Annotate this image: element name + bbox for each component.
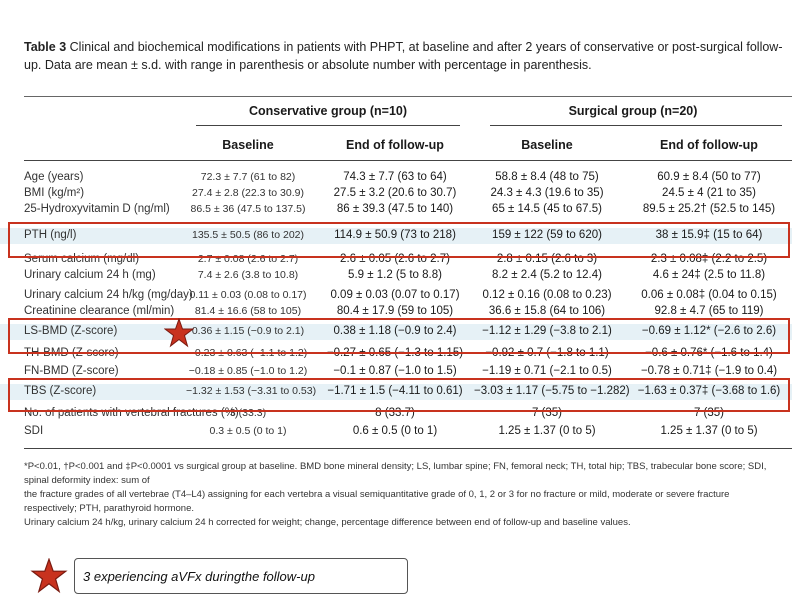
- annotation-note-text: 3 experiencing aVFx duringthe follow-up: [83, 569, 315, 584]
- cell: 65 ± 14.5 (45 to 67.5): [492, 203, 602, 215]
- row-label: FN-BMD (Z-score): [24, 365, 119, 377]
- row-label: LS-BMD (Z-score): [24, 325, 118, 337]
- cell: −0.27 ± 0.65 (−1.3 to 1.15): [326, 347, 464, 359]
- row-label: BMI (kg/m²): [24, 187, 85, 199]
- row-label: Urinary calcium 24 h (mg): [24, 269, 156, 281]
- header-rule: [24, 160, 792, 161]
- row-label: Serum calcium (mg/dl): [24, 253, 140, 265]
- cell: 60.9 ± 8.4 (50 to 77): [657, 171, 761, 183]
- cell: 1.25 ± 1.37 (0 to 5): [660, 425, 758, 437]
- star-icon: [30, 558, 68, 594]
- cell: 7 (35): [531, 407, 563, 419]
- cell: 27.4 ± 2.8 (22.3 to 30.9): [191, 187, 304, 199]
- table-caption-text: Clinical and biochemical modifications in patients with PHPT, at baseline and after 2 years of conservative or post-surgical follow-up. Data are mean ± s.d. with range in parenthesis or absolute number with percentage in parenthesis.: [24, 40, 783, 72]
- row-label: Creatinine clearance (ml/min): [24, 305, 175, 317]
- cell: 7.4 ± 2.6 (3.8 to 10.8): [197, 269, 299, 281]
- column-header-conservative-baseline: Baseline: [222, 138, 274, 152]
- cell: 38 ± 15.9‡ (15 to 64): [655, 229, 763, 241]
- cell: 36.6 ± 15.8 (64 to 106): [488, 305, 606, 317]
- cell: 24.5 ± 4 (21 to 35): [662, 187, 756, 199]
- table-caption: [24, 38, 784, 74]
- cell: 0.09 ± 0.03 (0.07 to 0.17): [330, 289, 460, 301]
- cell: 8 (33.7): [375, 407, 415, 419]
- cell: 0.3 ± 0.5 (0 to 1): [209, 425, 287, 437]
- cell: −1.63 ± 0.37‡ (−3.68 to 1.6): [637, 385, 781, 397]
- cell: 0.11 ± 0.03 (0.08 to 0.17): [189, 289, 307, 301]
- table-top-rule: [24, 96, 792, 97]
- footnote-line: *P<0.01, †P<0.001 and ‡P<0.0001 vs surgical group at baseline. BMD bone mineral density; LS, lumbar spine; FN, femoral neck; TH, total hip; TBS, trabecular bone score; SDI, spinal deformity index: sum of: [24, 461, 767, 486]
- cell: 89.5 ± 25.2† (52.5 to 145): [642, 203, 776, 215]
- row-label: Urinary calcium 24 h/kg (mg/day): [24, 289, 193, 301]
- conservative-group-rule: [196, 125, 460, 126]
- cell: 0.38 ± 1.18 (−0.9 to 2.4): [333, 325, 457, 337]
- cell: −1.32 ± 1.53 (−3.31 to 0.53): [186, 385, 317, 397]
- cell: −1.71 ± 1.5 (−4.11 to 0.61): [327, 385, 463, 397]
- cell: 86.5 ± 36 (47.5 to 137.5): [190, 203, 306, 215]
- cell: 24.3 ± 4.3 (19.6 to 35): [490, 187, 604, 199]
- cell: −0.23 ± 0.63 (−1.1 to 1.2): [188, 347, 308, 359]
- row-label: PTH (ng/l): [24, 229, 77, 241]
- table-row: [0, 288, 792, 304]
- cell: −0.69 ± 1.12* (−2.6 to 2.6): [641, 325, 777, 337]
- column-header-conservative-end: End of follow-up: [346, 138, 444, 152]
- cell: 5.9 ± 1.2 (5 to 8.8): [348, 269, 442, 281]
- cell: 58.8 ± 8.4 (48 to 75): [495, 171, 599, 183]
- row-label: TBS (Z-score): [24, 385, 97, 397]
- cell: 74.3 ± 7.7 (63 to 64): [343, 171, 447, 183]
- cell: −1.19 ± 0.71 (−2.1 to 0.5): [482, 365, 612, 377]
- cell: 80.4 ± 17.9 (59 to 105): [336, 305, 454, 317]
- table-label: Table 3: [24, 40, 67, 54]
- row-label: TH-BMD (Z-score): [24, 347, 119, 359]
- highlight-box-tbs: [8, 378, 790, 412]
- cell: 2.7 ± 0.08 (2.6 to 2.7): [197, 253, 299, 265]
- cell: 135.5 ± 50.5 (86 to 202): [191, 229, 304, 241]
- annotation-note: [74, 558, 408, 594]
- cell: 0.6 ± 0.5 (0 to 1): [352, 425, 438, 437]
- cell: −0.78 ± 0.71‡ (−1.9 to 0.4): [640, 365, 778, 377]
- table-row: [0, 186, 792, 202]
- cell: 7 (35): [693, 407, 725, 419]
- cell: 2.6 ± 0.05 (2.6 to 2.7): [340, 253, 450, 265]
- cell: −3.03 ± 1.17 (−5.75 to −1.282): [474, 385, 630, 397]
- table-bottom-rule: [24, 448, 792, 449]
- table-row: [0, 268, 792, 284]
- cell: 0.36 ± 1.15 (−0.9 to 2.1): [191, 325, 305, 337]
- surgical-group-header: Surgical group (n=20): [568, 104, 698, 118]
- cell: 3 (33.3): [229, 407, 267, 419]
- cell: −0.1 ± 0.87 (−1.0 to 1.5): [333, 365, 457, 377]
- cell: 1.25 ± 1.37 (0 to 5): [498, 425, 596, 437]
- surgical-group-rule: [490, 125, 782, 126]
- cell: 0.12 ± 0.16 (0.08 to 0.23): [482, 289, 612, 301]
- table-row: [0, 170, 792, 186]
- column-header-surgical-end: End of follow-up: [660, 138, 758, 152]
- highlight-box-pth: [8, 222, 790, 258]
- cell: 0.06 ± 0.08‡ (0.04 to 0.15): [641, 289, 777, 301]
- cell: −0.6 ± 0.76* (−1.6 to 1.4): [645, 347, 773, 359]
- table-row: [0, 424, 792, 440]
- cell: 81.4 ± 16.6 (58 to 105): [194, 305, 302, 317]
- cell: 8.2 ± 2.4 (5.2 to 12.4): [492, 269, 602, 281]
- cell: 114.9 ± 50.9 (73 to 218): [334, 229, 456, 241]
- column-header-surgical-baseline: Baseline: [521, 138, 573, 152]
- highlight-box-ls-bmd: [8, 318, 790, 354]
- row-label: Age (years): [24, 171, 84, 183]
- conservative-group-header: Conservative group (n=10): [248, 104, 408, 118]
- star-icon: [164, 318, 194, 348]
- cell: −0.92 ± 0.7 (−1.8 to 1.1): [485, 347, 609, 359]
- table-footnote: [24, 460, 784, 530]
- cell: 159 ± 122 (59 to 620): [492, 229, 602, 241]
- cell: 2.3 ± 0.08‡ (2.2 to 2.5): [650, 253, 768, 265]
- cell: 27.5 ± 3.2 (20.6 to 30.7): [333, 187, 457, 199]
- cell: −1.12 ± 1.29 (−3.8 to 2.1): [482, 325, 612, 337]
- cell: 2.8 ± 0.15 (2.6 to 3): [496, 253, 598, 265]
- footnote-line: Urinary calcium 24 h/kg, urinary calcium 24 h corrected for weight; change, percentage difference between end of follow-up and baseline values.: [24, 517, 631, 528]
- cell: 72.3 ± 7.7 (61 to 82): [200, 171, 296, 183]
- table-row: [0, 202, 792, 218]
- cell: −0.18 ± 0.85 (−1.0 to 1.2): [188, 365, 308, 377]
- row-label: 25-Hydroxyvitamin D (ng/ml): [24, 203, 170, 215]
- cell: 92.8 ± 4.7 (65 to 119): [654, 305, 764, 317]
- row-label: No. of patients with vertebral fractures (%): [24, 407, 239, 419]
- row-label: SDI: [24, 425, 44, 437]
- cell: 4.6 ± 24‡ (2.5 to 11.8): [652, 269, 766, 281]
- footnote-line: the fracture grades of all vertebrae (T4–L4) assigning for each vertebra a visual semiquantitative grade of 0, 1, 2 or 3 for no fracture or mild, moderate or severe fracture respectively; PTH, parathyroid hormone.: [24, 489, 730, 514]
- cell: 86 ± 39.3 (47.5 to 140): [336, 203, 454, 215]
